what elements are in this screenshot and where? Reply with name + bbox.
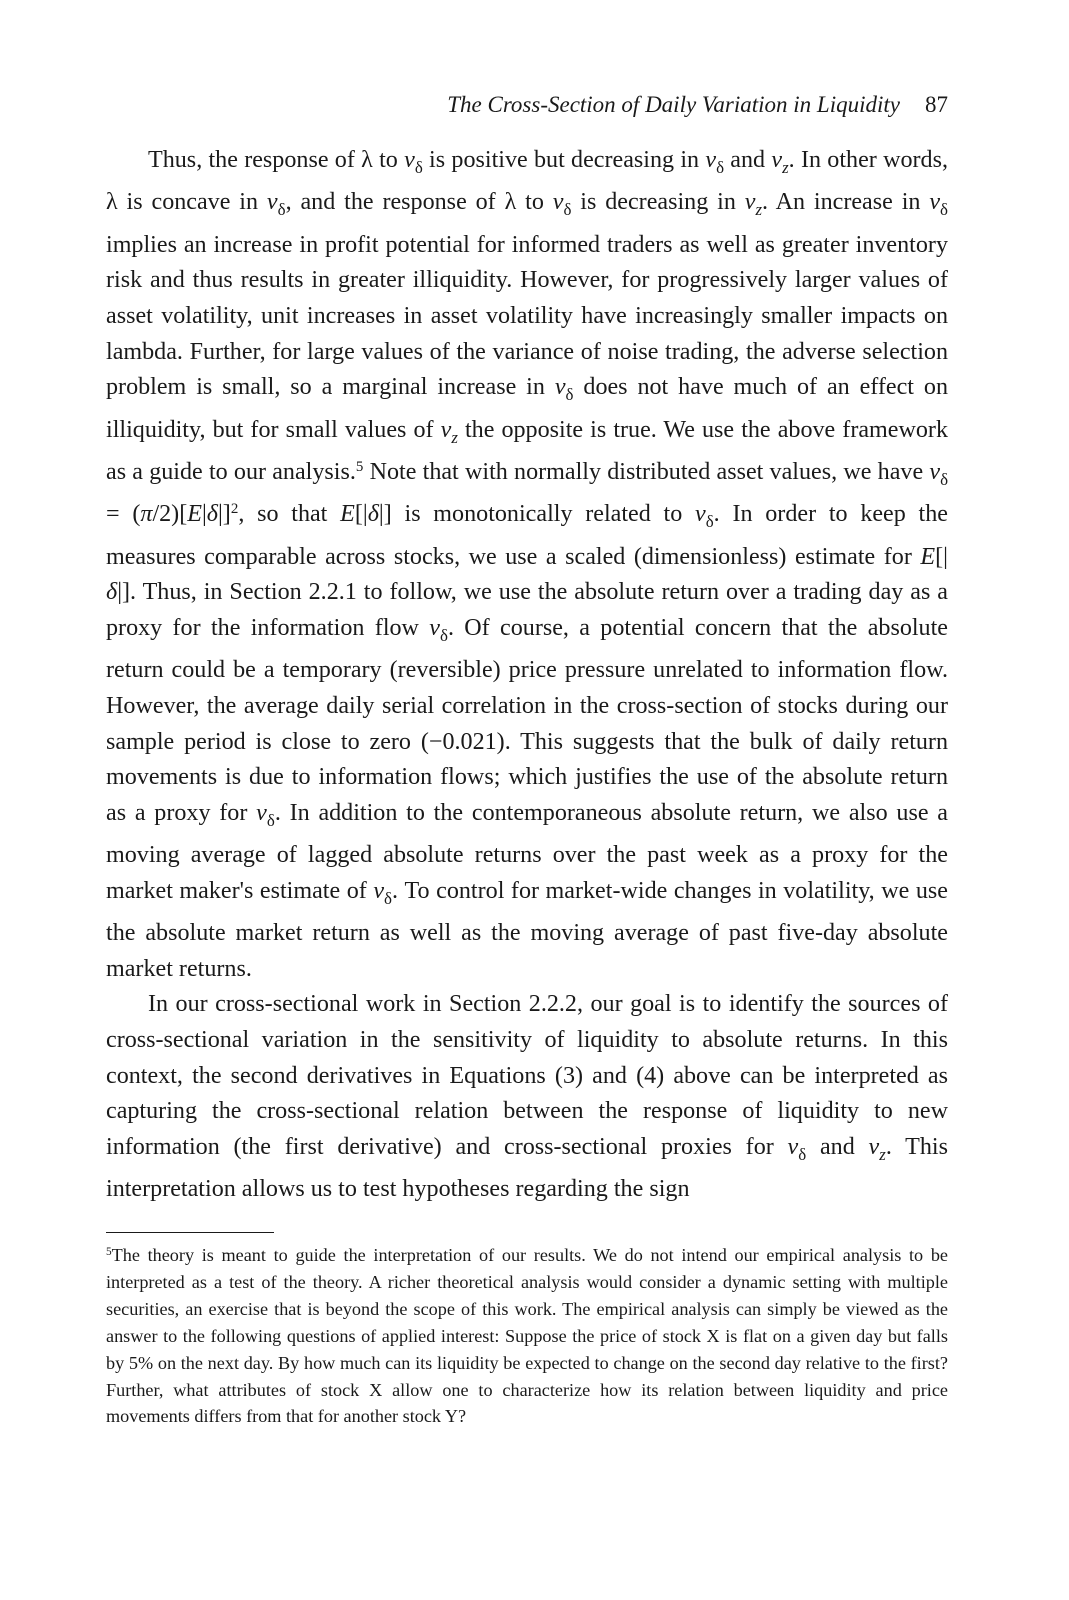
paragraph-1: Thus, the response of λ to $v_\delta$ is positive but decreasing in $v_\delta$ and $v_z$. In other words, λ is concave in $v_\delta$, and the response of λ to $v_\delta$ is decreasing in $v_z$. An increase in $v_\delta$ implies an increase in profit potential for informed traders as well as greater inventory risk and thus results in greater illiquidity. However, for progressively larger values of asset volatility, unit increases in asset volatility have increasingly smaller impacts on lambda. Further, for large values of the variance of noise trading, the adverse selection problem is small, so a marginal increase in $v_\delta$ does not have much of an effect on illiquidity, but for small values of $v_z$ the opposite is true. We use the above framework as a guide to our analysis.$^5$ Note that with normally distributed asset values, we have $v_\delta = (\pi/2)[E|\delta|]^2$, so that E[|δ|] is monotonically related to $v_\delta$. In order to keep the measures comparable across stocks, we use a scaled (dimensionless) estimate for E[|δ|]. Thus, in Section 2.2.1 to follow, we use the absolute return over a trading day as a proxy for the information flow $v_\delta$. Of course, a potential concern that the absolute return could be a temporary (reversible) price pressure unrelated to information flow. However, the average daily serial correlation in the cross-section of stocks during our sample period is close to zero (−0.021). This suggests that the bulk of daily return movements is due to information flows; which justifies the use of the absolute return as a proxy for $v_\delta$. In addition to the contemporaneous absolute return, we also use a moving average of lagged absolute returns over the past week as a proxy for the market maker's estimate of $v_\delta$. To control for market-wide changes in volatility, we use the absolute market return as well as the moving average of past five-day absolute market returns. <box>106 147 949 982</box>
footnote-5 <box>106 1242 948 1430</box>
page-number: 87 <box>925 92 948 117</box>
running-header <box>106 88 948 122</box>
footnote-text: The theory is meant to guide the interpretation of our results. We do not intend our empirical analysis to be interpreted as a test of the theory. A richer theoretical analysis would consider a dynamic setting with multiple securities, an exercise that is beyond the scope of this work. The empirical analysis can simply be viewed as the answer to the following questions of applied interest: Suppose the price of stock X is flat on a given day but falls by 5% on the next day. By how much can its liquidity be expected to change on the second day relative to the first? Further, what attributes of stock X allow one to characterize how its relation between liquidity and price movements differs from that for another stock Y? <box>106 1245 948 1427</box>
main-text <box>106 143 948 1208</box>
running-title: The Cross-Section of Daily Variation in Liquidity <box>447 92 900 117</box>
paragraph-2: In our cross-sectional work in Section 2.2.2, our goal is to identify the sources of cross-sectional variation in the sensitivity of liquidity to absolute returns. In this context, the second derivatives in Equations (3) and (4) above can be interpreted as capturing the cross-sectional relation between the response of liquidity to new information (the first derivative) and cross-sectional proxies for $v_\delta$ and $v_z$. This interpretation allows us to test hypotheses regarding the sign <box>106 991 949 1203</box>
footnote-number: 5 <box>106 1245 112 1258</box>
footnote-rule <box>106 1232 274 1233</box>
